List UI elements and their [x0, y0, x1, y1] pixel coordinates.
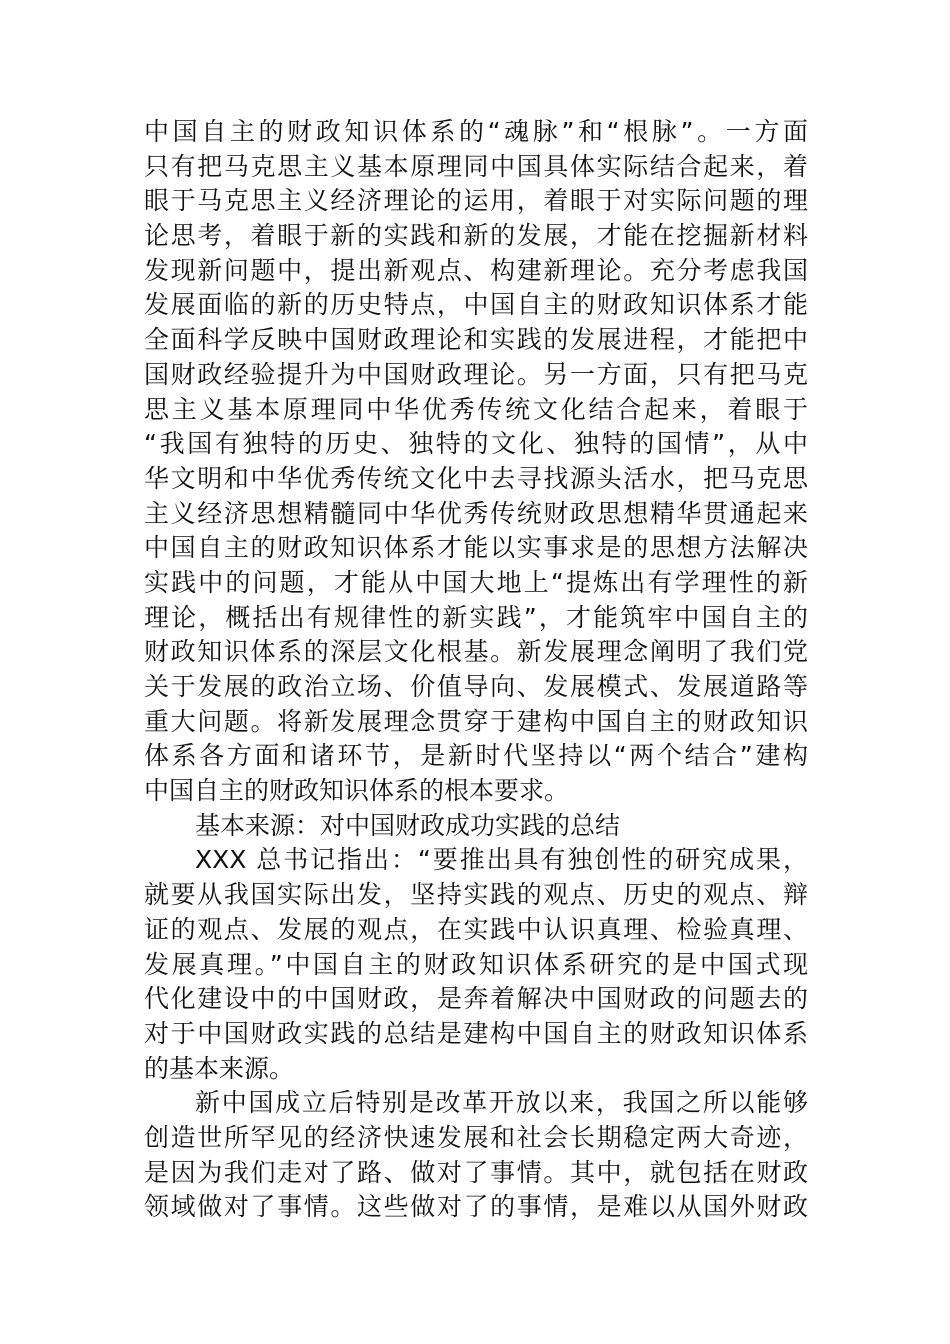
text-line: XXX 总书记指出：“要推出具有独创性的研究成果， [195, 845, 808, 875]
text-line: 体系各方面和诸环节，是新时代坚持以“两个结合”建构 [144, 741, 808, 771]
text-line: “我国有独特的历史、独特的文化、独特的国情”，从中 [144, 429, 808, 459]
text-line: 眼于马克思主义经济理论的运用，着眼于对实际问题的理 [144, 186, 808, 216]
text-line: 重大问题。将新发展理念贯穿于建构中国自主的财政知识 [144, 706, 808, 736]
text-line: 发展真理。”中国自主的财政知识体系研究的是中国式现 [144, 949, 808, 979]
body-text [144, 115, 808, 1225]
text-line: 发现新问题中，提出新观点、构建新理论。充分考虑我国 [144, 255, 808, 285]
text-line: 实践中的问题，才能从中国大地上“提炼出有学理性的新 [144, 567, 808, 597]
text-line: 中国自主的财政知识体系的“魂脉”和“根脉”。一方面 [144, 117, 808, 146]
text-line: 理论，概括出有规律性的新实践”，才能筑牢中国自主的 [144, 602, 808, 632]
text-line: 创造世所罕见的经济快速发展和社会长期稳定两大奇迹， [144, 1122, 808, 1152]
text-line: 中国自主的财政知识体系才能以实事求是的思想方法解决 [144, 533, 808, 563]
text-line: 华文明和中华优秀传统文化中去寻找源头活水，把马克思 [144, 463, 808, 493]
text-line: 思主义基本原理同中华优秀传统文化结合起来，着眼于 [144, 394, 808, 424]
text-line: 代化建设中的中国财政，是奔着解决中国财政的问题去的 [144, 984, 808, 1014]
text-line: 论思考，着眼于新的实践和新的发展，才能在挖掘新材料 [144, 221, 808, 251]
text-line: 发展面临的新的历史特点，中国自主的财政知识体系才能 [144, 290, 808, 320]
text-line: 财政知识体系的深层文化根基。新发展理念阐明了我们党 [144, 637, 808, 667]
text-line: 新中国成立后特别是改革开放以来，我国之所以能够 [195, 1088, 808, 1118]
text-line: 全面科学反映中国财政理论和实践的发展进程，才能把中 [144, 325, 808, 355]
text-line: 国财政经验提升为中国财政理论。另一方面，只有把马克 [144, 359, 808, 389]
text-line: 是因为我们走对了路、做对了事情。其中，就包括在财政 [144, 1157, 808, 1187]
text-line: 对于中国财政实践的总结是建构中国自主的财政知识体系 [144, 1018, 808, 1048]
text-line: 关于发展的政治立场、价值导向、发展模式、发展道路等 [144, 672, 808, 701]
text-line: 中国自主的财政知识体系的根本要求。 [144, 776, 570, 806]
text-line: 只有把马克思主义基本原理同中国具体实际结合起来，着 [144, 151, 808, 181]
text-line: 的基本来源。 [144, 1053, 295, 1083]
text-line: 就要从我国实际出发，坚持实践的观点、历史的观点、辩 [144, 880, 808, 910]
text-line: 领域做对了事情。这些做对了的事情，是难以从国外财政 [144, 1192, 808, 1222]
text-line: 基本来源：对中国财政成功实践的总结 [195, 810, 621, 840]
text-line: 主义经济思想精髓同中华优秀传统财政思想精华贯通起来 [144, 498, 808, 528]
text-line: 证的观点、发展的观点，在实践中认识真理、检验真理、 [144, 914, 808, 944]
